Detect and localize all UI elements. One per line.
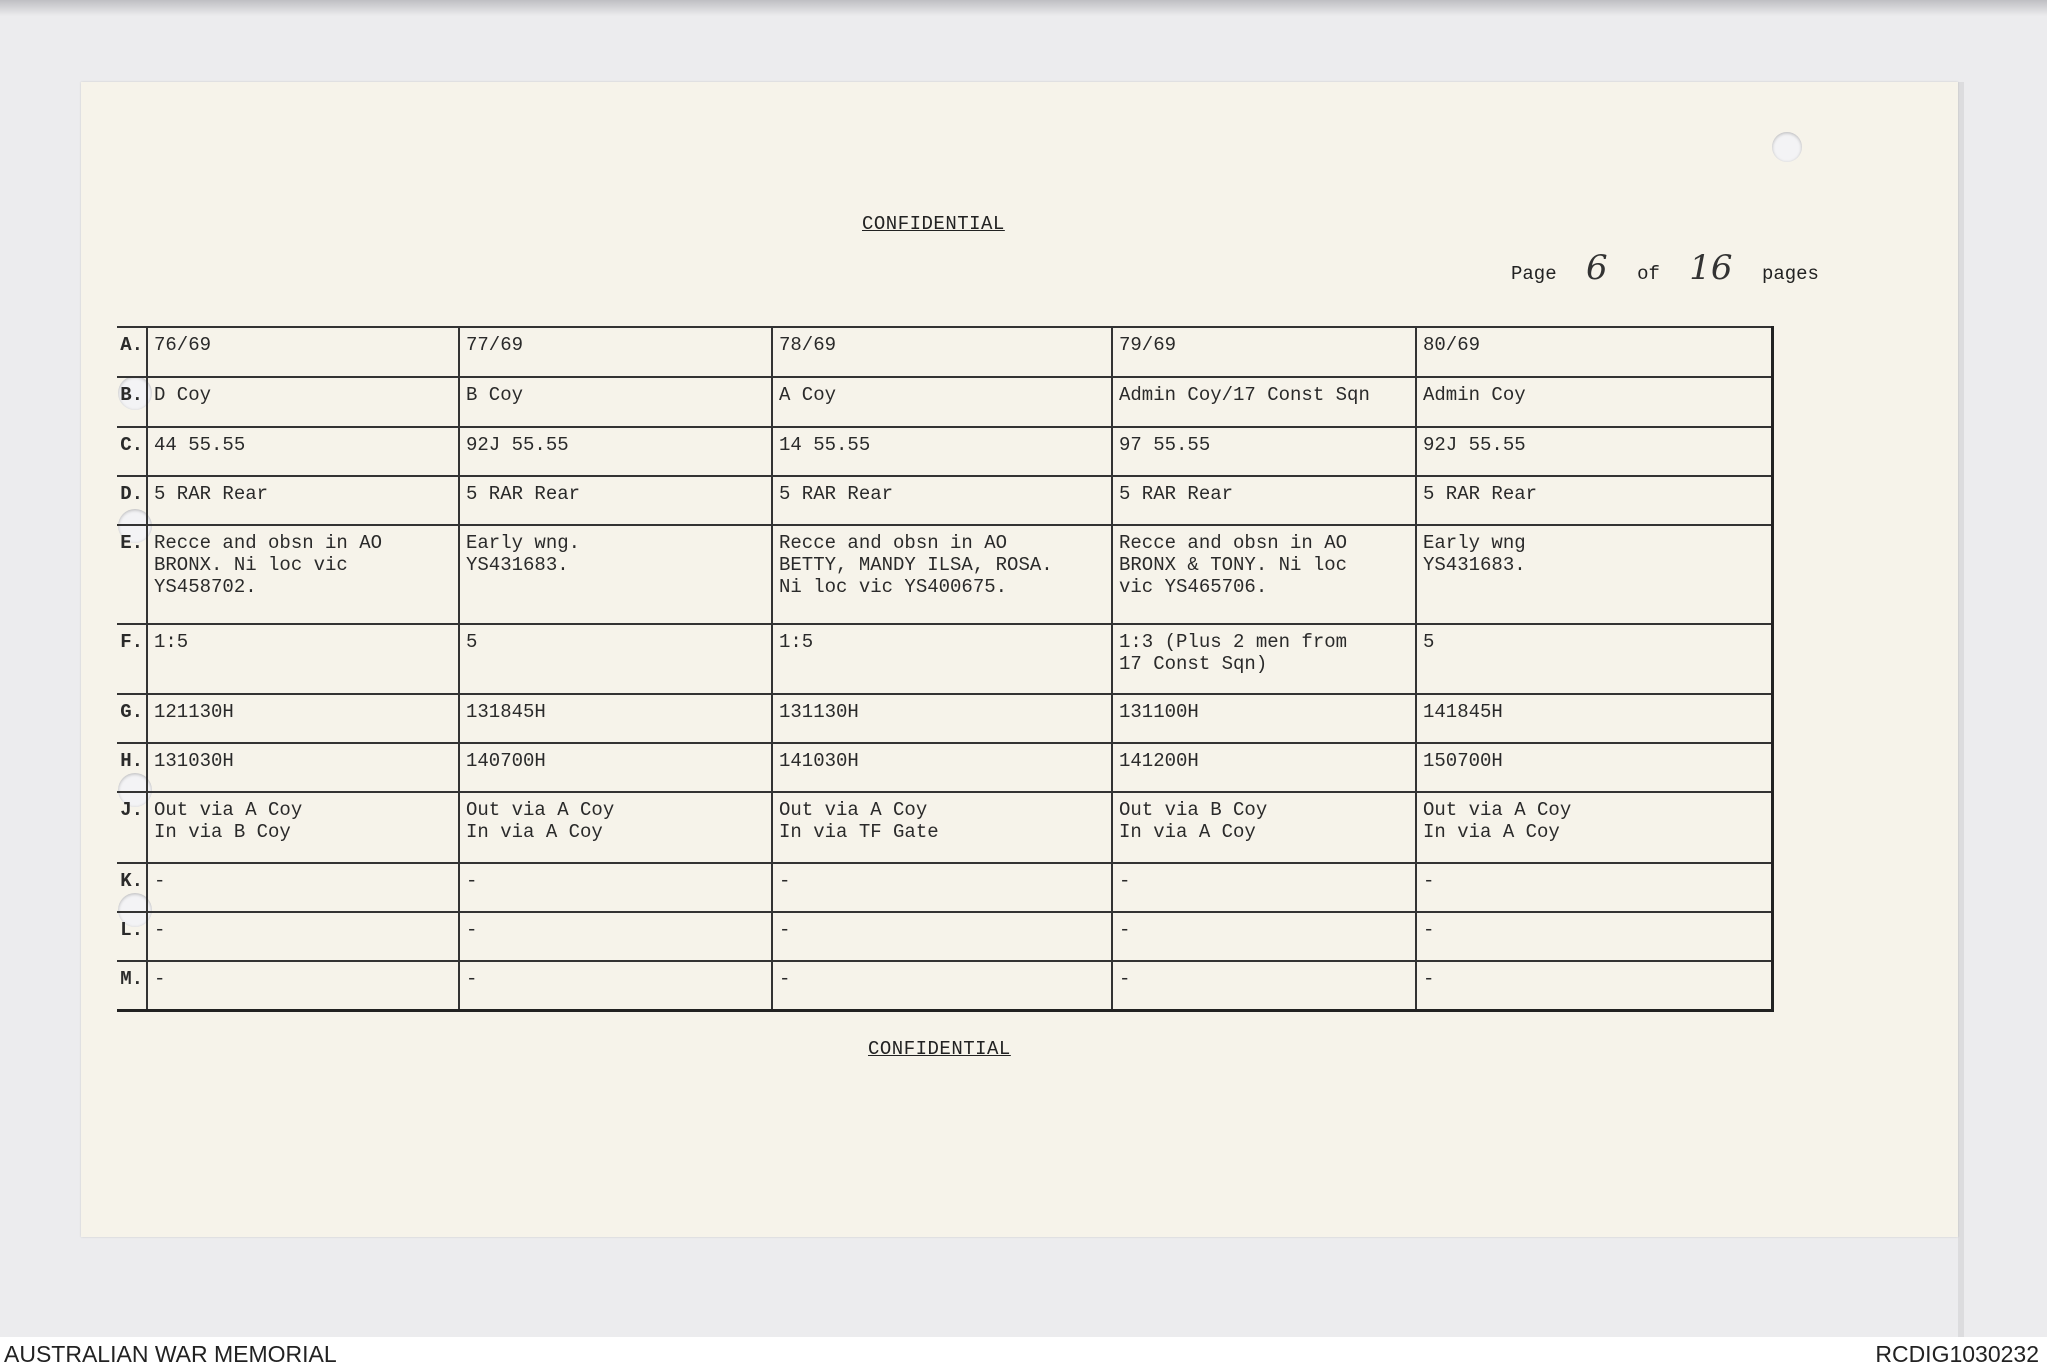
table-cell: 5 RAR Rear <box>1112 476 1416 525</box>
table-row <box>117 961 1772 1010</box>
table-row <box>117 327 1772 377</box>
table-cell: 78/69 <box>772 327 1112 377</box>
table-cell: Out via A Coy In via A Coy <box>1416 792 1772 862</box>
table-cell: - <box>1416 863 1772 912</box>
row-label: G. <box>117 694 147 743</box>
table-cell: Recce and obsn in AO BETTY, MANDY ILSA, ROSA. Ni loc vic YS400675. <box>772 525 1112 624</box>
table-row <box>117 792 1772 862</box>
table-cell: 141200H <box>1112 743 1416 792</box>
confidential-footer: CONFIDENTIAL <box>868 1038 1011 1060</box>
row-label: H. <box>117 743 147 792</box>
table-row <box>117 694 1772 743</box>
table-cell: 80/69 <box>1416 327 1772 377</box>
row-label: E. <box>117 525 147 624</box>
page-label: Page <box>1511 263 1557 285</box>
pages-label: pages <box>1761 263 1819 285</box>
scan-top-band <box>0 0 2047 16</box>
row-label: D. <box>117 476 147 525</box>
page-indicator <box>1511 248 1819 288</box>
table-cell: 14 55.55 <box>772 427 1112 476</box>
table-cell: - <box>147 961 459 1010</box>
table-cell: - <box>772 863 1112 912</box>
table-cell: Out via A Coy In via B Coy <box>147 792 459 862</box>
table-cell: 92J 55.55 <box>459 427 772 476</box>
table-cell: D Coy <box>147 377 459 426</box>
table-cell: 77/69 <box>459 327 772 377</box>
table-cell: 131030H <box>147 743 459 792</box>
table-cell: 131845H <box>459 694 772 743</box>
table-cell: - <box>772 912 1112 961</box>
table-cell: - <box>459 912 772 961</box>
table-cell: 76/69 <box>147 327 459 377</box>
table-row <box>117 427 1772 476</box>
table-row <box>117 525 1772 624</box>
table-cell: Recce and obsn in AO BRONX & TONY. Ni loc vic YS465706. <box>1112 525 1416 624</box>
table-cell: - <box>147 912 459 961</box>
table-cell: 97 55.55 <box>1112 427 1416 476</box>
table-cell: - <box>1112 961 1416 1010</box>
page-total: 16 <box>1689 248 1733 288</box>
table-cell: 5 RAR Rear <box>772 476 1112 525</box>
table-cell: - <box>459 961 772 1010</box>
table-cell: 150700H <box>1416 743 1772 792</box>
table-cell: 5 <box>1416 624 1772 694</box>
row-label: B. <box>117 377 147 426</box>
table-cell: 79/69 <box>1112 327 1416 377</box>
table-cell: A Coy <box>772 377 1112 426</box>
row-label: L. <box>117 912 147 961</box>
table-cell: 44 55.55 <box>147 427 459 476</box>
table-row <box>117 863 1772 912</box>
row-label: F. <box>117 624 147 694</box>
archive-source: AUSTRALIAN WAR MEMORIAL <box>4 1341 337 1367</box>
table-cell: 5 <box>459 624 772 694</box>
row-label: C. <box>117 427 147 476</box>
scan-right-edge <box>1958 82 1964 1337</box>
table-cell: Recce and obsn in AO BRONX. Ni loc vic YS458702. <box>147 525 459 624</box>
table-cell: - <box>1112 912 1416 961</box>
table-cell: 141845H <box>1416 694 1772 743</box>
table-cell: 92J 55.55 <box>1416 427 1772 476</box>
page-number: 6 <box>1586 248 1608 288</box>
table-row <box>117 476 1772 525</box>
table-cell: 131100H <box>1112 694 1416 743</box>
table-cell: 140700H <box>459 743 772 792</box>
table-cell: - <box>459 863 772 912</box>
table-cell: - <box>1416 961 1772 1010</box>
table-cell: B Coy <box>459 377 772 426</box>
table-cell: Admin Coy <box>1416 377 1772 426</box>
table-cell: 141030H <box>772 743 1112 792</box>
table-cell: 1:5 <box>772 624 1112 694</box>
table-cell: 1:5 <box>147 624 459 694</box>
table-row <box>117 624 1772 694</box>
archive-footer <box>0 1337 2047 1371</box>
table-cell: Out via A Coy In via TF Gate <box>772 792 1112 862</box>
table-row <box>117 743 1772 792</box>
table-cell: Early wng YS431683. <box>1416 525 1772 624</box>
table-row <box>117 377 1772 426</box>
table-cell: Admin Coy/17 Const Sqn <box>1112 377 1416 426</box>
row-label: K. <box>117 863 147 912</box>
row-label: A. <box>117 327 147 377</box>
table-cell: Out via A Coy In via A Coy <box>459 792 772 862</box>
row-label: J. <box>117 792 147 862</box>
table-cell: 131130H <box>772 694 1112 743</box>
table-cell: - <box>1112 863 1416 912</box>
table-cell: 1:3 (Plus 2 men from 17 Const Sqn) <box>1112 624 1416 694</box>
table-cell: 5 RAR Rear <box>147 476 459 525</box>
table-cell: 5 RAR Rear <box>459 476 772 525</box>
table-cell: Early wng. YS431683. <box>459 525 772 624</box>
table-cell: - <box>147 863 459 912</box>
patrol-table <box>117 326 1774 1012</box>
table-row <box>117 912 1772 961</box>
punch-hole <box>1772 132 1802 162</box>
of-label: of <box>1637 263 1660 285</box>
archive-id: RCDIG1030232 <box>1875 1341 2039 1367</box>
table-cell: Out via B Coy In via A Coy <box>1112 792 1416 862</box>
table-cell: - <box>1416 912 1772 961</box>
confidential-header: CONFIDENTIAL <box>862 213 1005 235</box>
table-cell: 5 RAR Rear <box>1416 476 1772 525</box>
table-cell: - <box>772 961 1112 1010</box>
table-cell: 121130H <box>147 694 459 743</box>
row-label: M. <box>117 961 147 1010</box>
